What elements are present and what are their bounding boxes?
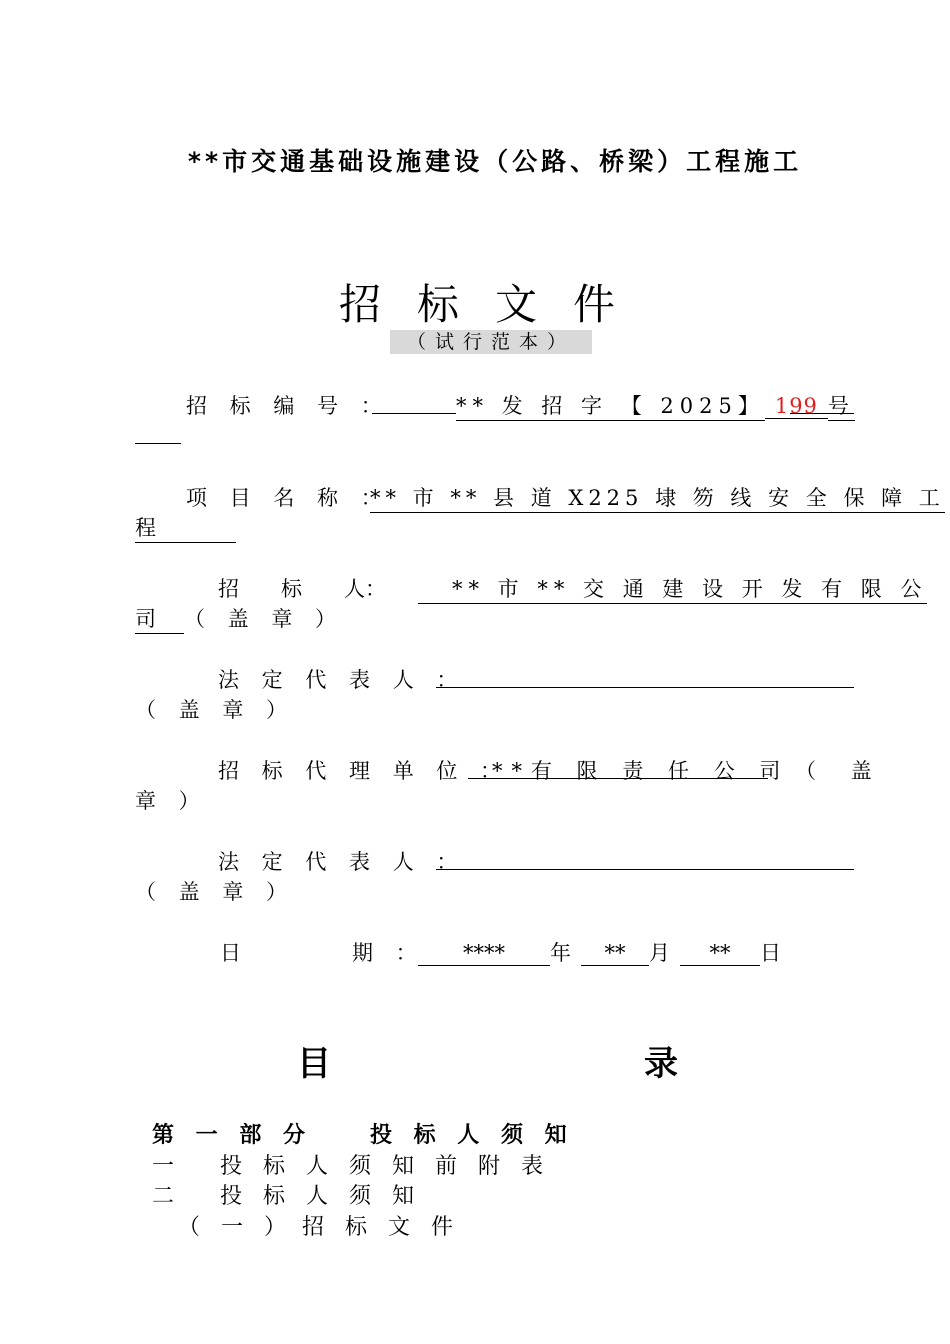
date-month-unit: 月 — [649, 941, 670, 965]
date-year-value: **** — [418, 941, 550, 966]
agency-value: **有 限 责 任 公 司 — [492, 759, 790, 783]
date-label-period: 期 ： — [352, 941, 425, 965]
toc-item-2-label[interactable]: 投 标 人 须 知 — [220, 1184, 421, 1209]
agency-label: 招 标 代 理 单 位 ： — [218, 759, 510, 783]
date-day-value: ** — [680, 941, 760, 966]
project-value-text: ** 市 ** 县 道 X225 埭 笏 线 安 全 保 障 工 — [370, 482, 945, 513]
agency-seal-line1: （ 盖 — [795, 759, 886, 783]
toc-sub-1-label[interactable]: 招 标 文 件 — [302, 1215, 460, 1240]
tenderer-value-line2 — [135, 603, 344, 634]
project-value-text-2: 程 — [135, 512, 236, 543]
date-value — [418, 937, 781, 967]
toc-item-2-number: 二 — [152, 1184, 182, 1209]
date-month-value: ** — [581, 941, 649, 966]
bid-no-trailing-underline — [790, 413, 854, 414]
project-value-line1 — [370, 482, 945, 513]
toc-part-1[interactable]: 第 一 部 分 投 标 人 须 知 — [152, 1122, 574, 1148]
legal-rep-1-label: 法 定 代 表 人 ： — [218, 668, 466, 692]
toc-item-1-label[interactable]: 投 标 人 须 知 前 附 表 — [220, 1154, 550, 1179]
bid-no-number: 199 — [765, 394, 828, 419]
main-title: 招标文件 — [338, 280, 651, 329]
tenderer-label: 招 标 人： — [218, 577, 386, 601]
legal-rep-2-underline — [436, 869, 854, 870]
legal-rep-1-underline — [436, 687, 854, 688]
document-title: **市交通基础设施建设（公路、桥梁）工程施工 — [187, 147, 803, 176]
toc-item-1-number: 一 — [152, 1154, 182, 1179]
date-label-day: 日 — [220, 941, 249, 965]
toc-heading-left: 目 — [297, 1044, 331, 1084]
bid-no-blank-underline — [372, 413, 456, 414]
project-value-line2 — [135, 512, 236, 543]
project-label: 项 目 名 称 ： — [186, 486, 390, 510]
bid-no-suffix: 号 — [828, 390, 855, 421]
legal-rep-2-seal: （ 盖 章 ） — [135, 880, 296, 904]
agency-seal-line2: 章 ） — [135, 789, 208, 813]
legal-rep-1-seal: （ 盖 章 ） — [135, 698, 296, 722]
bid-no-prefix: ** 发 招 字 【 2025】 — [456, 390, 765, 421]
date-day-unit: 日 — [760, 941, 781, 965]
legal-rep-2-label: 法 定 代 表 人 ： — [218, 850, 466, 874]
bid-no-label: 招 标 编 号 ： — [186, 394, 390, 418]
toc-heading-right: 录 — [644, 1044, 678, 1084]
toc-sub-1-number: （ 一 ） — [178, 1215, 293, 1240]
bid-no-value — [456, 390, 855, 421]
tenderer-value-line1 — [418, 573, 927, 604]
tenderer-value-text-2: 司 — [135, 603, 184, 634]
bid-no-wrap-underline — [135, 443, 181, 444]
subtitle-draft-edition: （试行范本） — [390, 330, 592, 354]
tenderer-value-text: ** 市 ** 交 通 建 设 开 发 有 限 公 — [418, 573, 927, 604]
date-year-unit: 年 — [550, 941, 571, 965]
tenderer-seal: （ 盖 章 ） — [184, 607, 345, 631]
